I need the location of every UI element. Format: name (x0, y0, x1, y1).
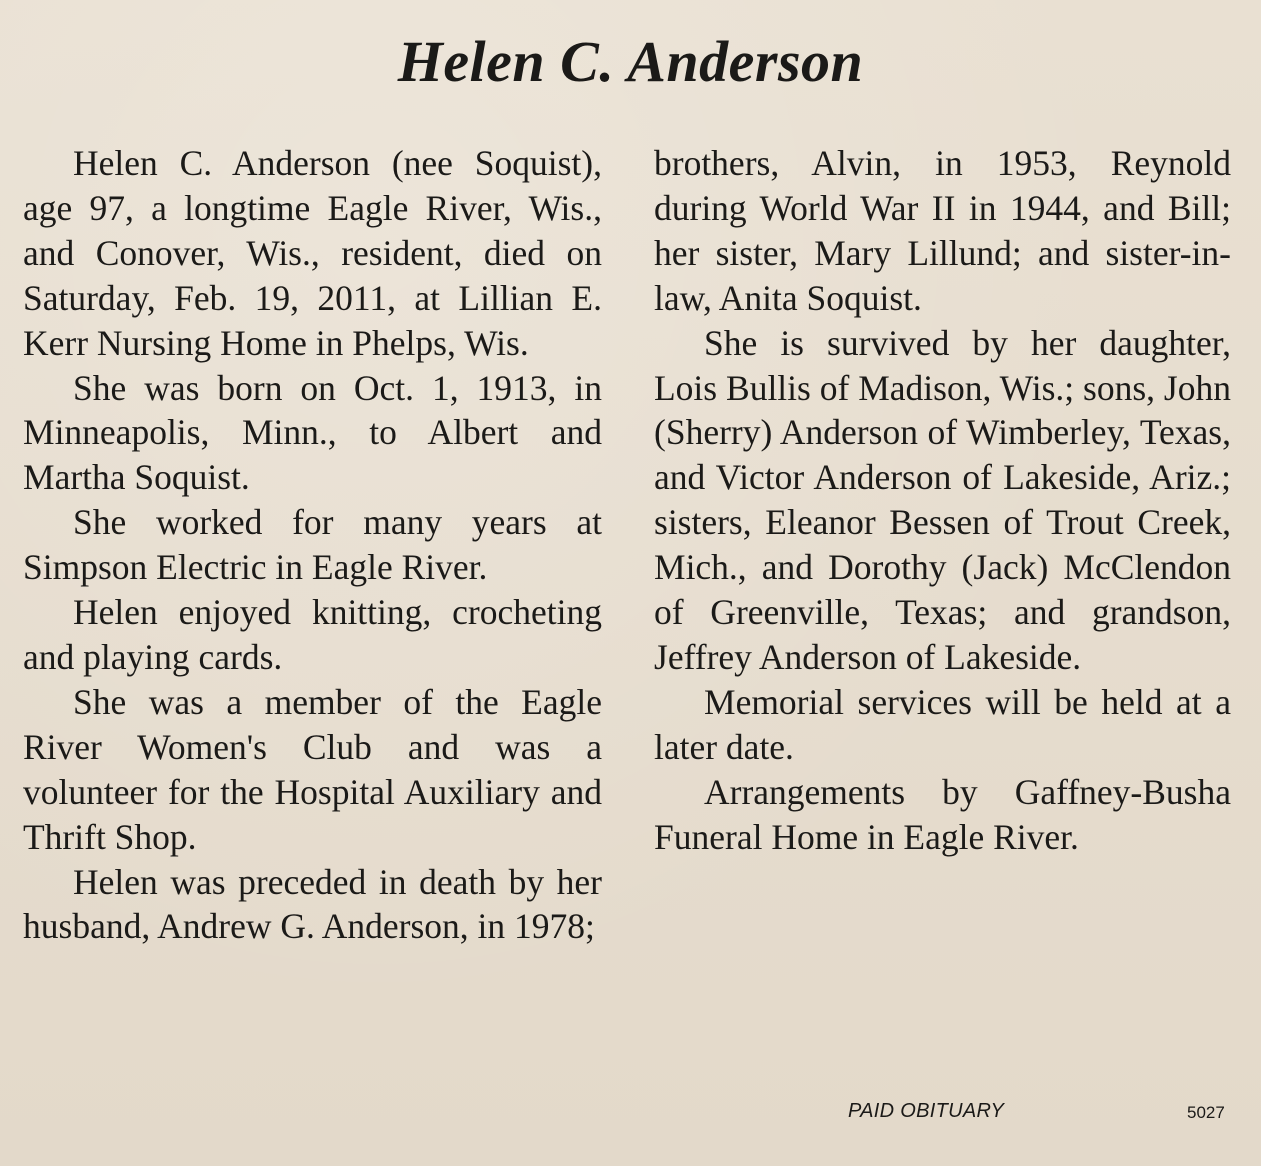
paragraph-services: Memorial services will be held at a later date. (654, 681, 1231, 767)
paragraph-survivors: She is survived by her daughter, Lois Bullis of Madison, Wis.; sons, John (Sherry) Anderson of Wimberley, Texas, and Victor Anderson of Lakeside, Ariz.; sisters, Eleanor Bessen of Trout Creek, Mich., and Dorothy (Jack) McClendon of Greenville, Texas; and grandson, Jeffrey Anderson of Lakeside. (654, 322, 1231, 677)
left-column (23, 141, 602, 949)
paragraph-birth: She was born on Oct. 1, 1913, in Minneapolis, Minn., to Albert and Martha Soquist. (23, 367, 602, 498)
paragraph-preceded-continued: brothers, Alvin, in 1953, Reynold during World War II in 1944, and Bill; her sister, Mary Lillund; and sister-in-law, Anita Soquist. (654, 143, 1231, 318)
paragraph-work: She worked for many years at Simpson Electric in Eagle River. (23, 502, 602, 588)
obituary-title: Helen C. Anderson (397, 29, 864, 94)
paragraph-memberships: She was a member of the Eagle River Women's Club and was a volunteer for the Hospital Auxiliary and Thrift Shop. (23, 681, 602, 857)
paid-obituary-label: PAID OBITUARY (848, 1100, 1005, 1122)
paragraph-preceded-in-death: Helen was preceded in death by her husband, Andrew G. Anderson, in 1978; (23, 861, 602, 947)
paragraph-hobbies: Helen enjoyed knitting, crocheting and playing cards. (23, 592, 602, 677)
paragraph-death-notice: Helen C. Anderson (nee Soquist), age 97, a longtime Eagle River, Wis., and Conover, Wis., resident, died on Saturday, Feb. 19, 2011, at Lillian E. Kerr Nursing Home in Phelps, Wis. (23, 143, 602, 363)
right-column (654, 141, 1231, 860)
paragraph-arrangements: Arrangements by Gaffney-Busha Funeral Home in Eagle River. (654, 771, 1231, 857)
ad-code: 5027 (1187, 1103, 1225, 1122)
